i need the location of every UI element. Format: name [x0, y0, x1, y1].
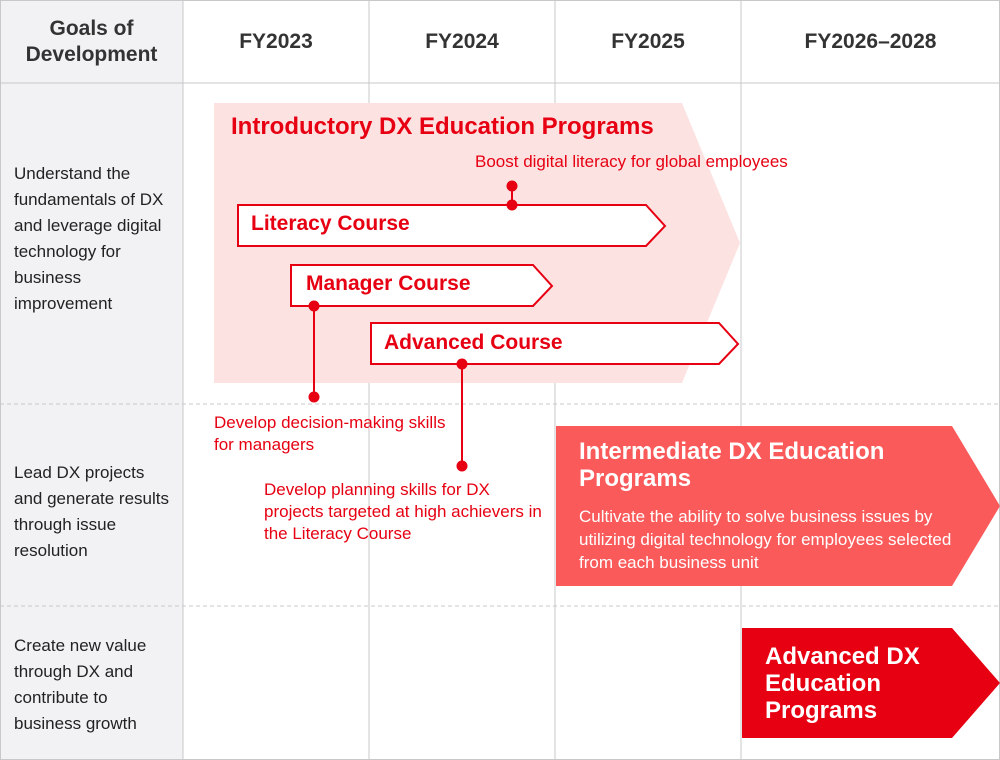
literacy-course-label: Literacy Course — [251, 212, 410, 235]
connector-dot — [507, 200, 518, 211]
connector-dot — [309, 392, 320, 403]
year-header-fy2026-2028: FY2026–2028 — [804, 29, 937, 53]
literacy-note: Boost digital literacy for global employees — [475, 152, 788, 171]
advanced-course-label: Advanced Course — [384, 331, 563, 354]
intermediate-program-desc: Cultivate the ability to solve business issues by utilizing digital technology for employees selected from each business unit — [579, 507, 952, 572]
goal-lead-dx-projects: Lead DX projects and generate results through issue resolution — [14, 463, 169, 560]
intermediate-program-title: Intermediate DX Education Programs — [579, 438, 885, 492]
goals-header: Goals of Development — [25, 16, 158, 66]
year-header-fy2023: FY2023 — [239, 29, 313, 53]
year-header-fy2025: FY2025 — [611, 29, 685, 53]
connector-dot — [309, 301, 320, 312]
manager-note: Develop decision-making skills for managers — [214, 413, 446, 454]
connector-dot — [507, 181, 518, 192]
advanced-note: Develop planning skills for DX projects targeted at high achievers in the Literacy Course — [264, 480, 542, 543]
advanced-program-title: Advanced DX Education Programs — [765, 643, 920, 724]
introductory-program-title: Introductory DX Education Programs — [231, 113, 654, 140]
goal-understand-fundamentals: Understand the fundamentals of DX and leverage digital technology for business improvement — [14, 164, 164, 313]
year-header-fy2024: FY2024 — [425, 29, 499, 53]
manager-course-label: Manager Course — [306, 272, 471, 295]
connector-dot — [457, 359, 468, 370]
goal-create-new-value: Create new value through DX and contribute to business growth — [14, 636, 147, 733]
connector-dot — [457, 461, 468, 472]
